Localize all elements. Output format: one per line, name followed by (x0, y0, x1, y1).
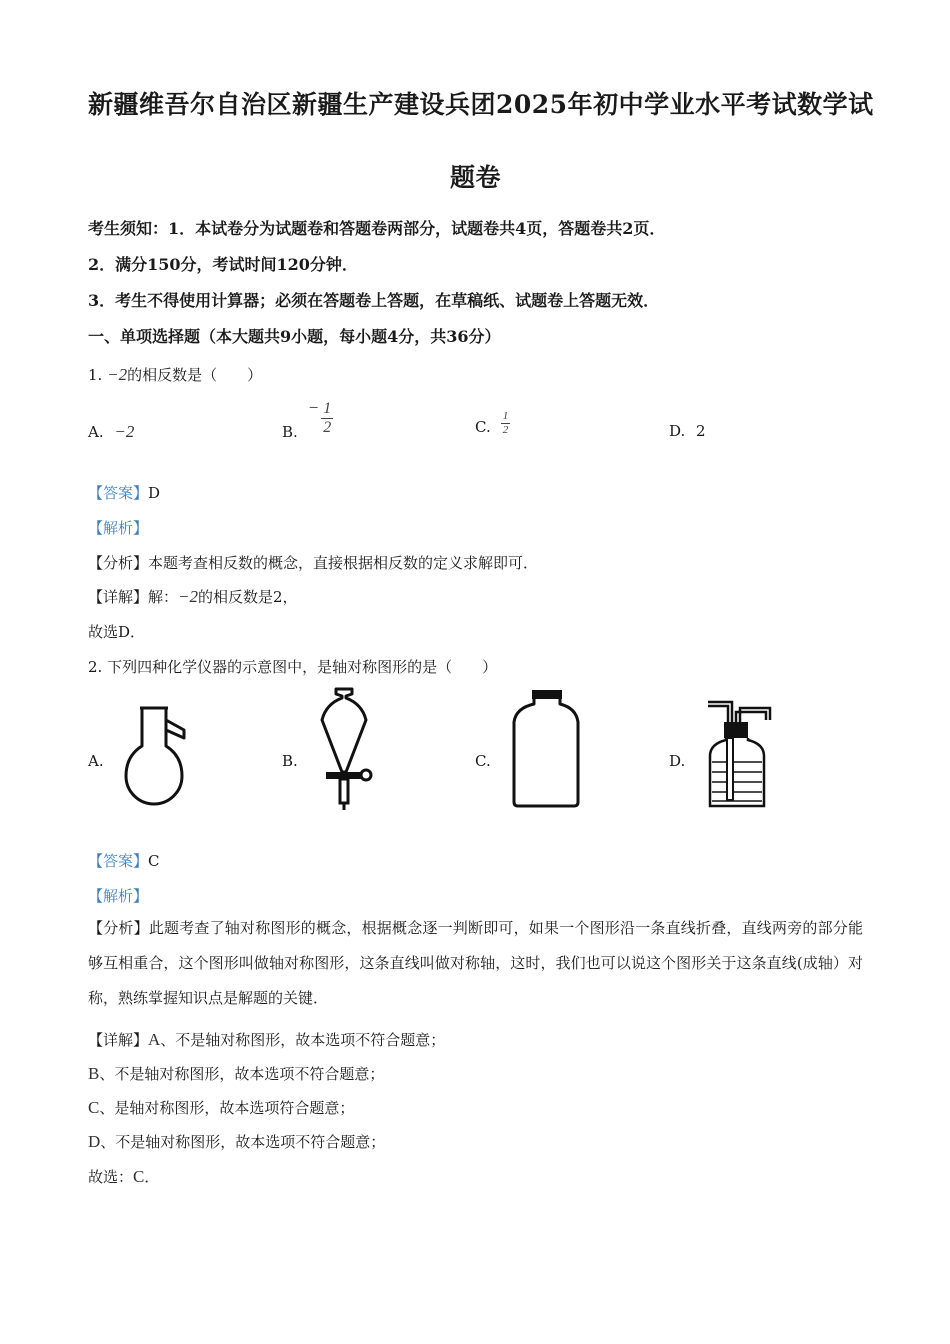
q2-option-d-label: D. (669, 752, 686, 770)
option-value: −2 (114, 422, 135, 441)
numerator: 1 (502, 410, 509, 423)
question-2-stem: 2. 下列四种化学仪器的示意图中，是轴对称图形的是（ ） (88, 658, 498, 676)
fraction (321, 400, 333, 436)
math-expression: −2 (178, 587, 199, 606)
fenxi-tag: 【分析】 (88, 919, 149, 937)
detail-text: 、不是轴对称图形，故本选项不符合题意； (99, 1065, 385, 1083)
q1-answer (88, 482, 160, 503)
numerator: 1 (323, 399, 332, 417)
question-1-stem (88, 364, 262, 385)
denominator: 2 (502, 423, 509, 436)
detail-tag: 【详解】 (88, 588, 149, 606)
answer-value: D (148, 484, 161, 502)
minus-sign: − (307, 398, 320, 417)
q2-detail-a (88, 1029, 445, 1050)
fenxi-text: 本题考查相反数的概念，直接根据相反数的定义求解即可． (148, 554, 539, 572)
question-number: 1. (88, 366, 103, 384)
fenxi-text: 此题考查了轴对称图形的概念，根据概念逐一判断即可，如果一个图形沿一条直线折叠，直线两旁的部分能够互相重合，这个图形叫做轴对称图形，这条直线叫做对称轴，这时，我们也可以说这个图形关于这条直线(成轴）对称，熟练掌握知识点是解题的关键． (88, 919, 863, 1007)
q2-option-c-label: C. (475, 752, 491, 770)
notice-line1: 考生须知：1．本试卷分为试题卷和答题卷两部分，试题卷共4页，答题卷共2页． (88, 219, 666, 238)
option-letter: A (148, 1030, 161, 1049)
option-label: A. (88, 423, 104, 441)
answer-tag: 【答案】 (88, 484, 149, 502)
option-letter: D (88, 1132, 101, 1151)
q2-fenxi (88, 911, 863, 1016)
conclusion-suffix: ． (144, 1168, 160, 1186)
option-label: C. (475, 418, 491, 436)
option-letter: C (133, 1167, 145, 1186)
q2-detail-d (88, 1131, 385, 1152)
detail-suffix: 的相反数是2， (198, 588, 298, 606)
option-b (282, 397, 333, 441)
math-expression: −2 (107, 365, 128, 384)
q2-detail-c (88, 1097, 354, 1118)
detail-text: 、不是轴对称图形，故本选项不符合题意； (160, 1031, 446, 1049)
section-heading: 一、单项选择题（本大题共9小题，每小题4分，共36分） (88, 327, 501, 346)
q2-answer (88, 850, 160, 871)
page-title-line2: 题卷 (450, 163, 502, 192)
flask-icon (118, 700, 198, 812)
q2-option-b-label: B. (282, 752, 298, 770)
option-a (88, 422, 134, 442)
gas-washing-bottle-icon (702, 698, 772, 810)
option-d (669, 422, 706, 440)
q2-analysis-tag: 【解析】 (88, 887, 149, 905)
q2-conclusion (88, 1166, 159, 1187)
question-text: 的相反数是（ ） (127, 366, 263, 384)
fenxi-tag: 【分析】 (88, 554, 149, 572)
option-letter: B (88, 1064, 100, 1083)
fraction (501, 410, 511, 435)
conclusion-prefix: 故选： (88, 1168, 134, 1186)
reagent-bottle-icon (506, 688, 586, 810)
q2-option-a-label: A. (88, 752, 104, 770)
option-letter: C (88, 1098, 100, 1117)
option-value: 2 (696, 422, 706, 440)
page-title-line1: 新疆维吾尔自治区新疆生产建设兵团2025年初中学业水平考试数学试 (88, 90, 874, 119)
denominator: 2 (323, 418, 332, 436)
q1-detail (88, 586, 298, 607)
separatory-funnel-icon (312, 686, 376, 812)
notice-line3: 3．考生不得使用计算器；必须在答题卷上答题，在草稿纸、试题卷上答题无效． (88, 291, 660, 310)
q2-detail-b (88, 1063, 384, 1084)
answer-value: C (148, 852, 160, 870)
option-label: B. (282, 423, 298, 441)
q1-conclusion: 故选D． (88, 623, 146, 641)
answer-tag: 【答案】 (88, 852, 149, 870)
detail-tag: 【详解】 (88, 1031, 149, 1049)
option-c (475, 410, 510, 436)
option-label: D. (669, 422, 686, 440)
q1-analysis-tag: 【解析】 (88, 519, 149, 537)
detail-text: 、是轴对称图形，故本选项符合题意； (99, 1099, 355, 1117)
notice-line2: 2．满分150分，考试时间120分钟． (88, 255, 358, 274)
detail-prefix: 解： (148, 588, 179, 606)
detail-text: 、不是轴对称图形，故本选项不符合题意； (100, 1133, 386, 1151)
q1-fenxi (88, 552, 538, 573)
